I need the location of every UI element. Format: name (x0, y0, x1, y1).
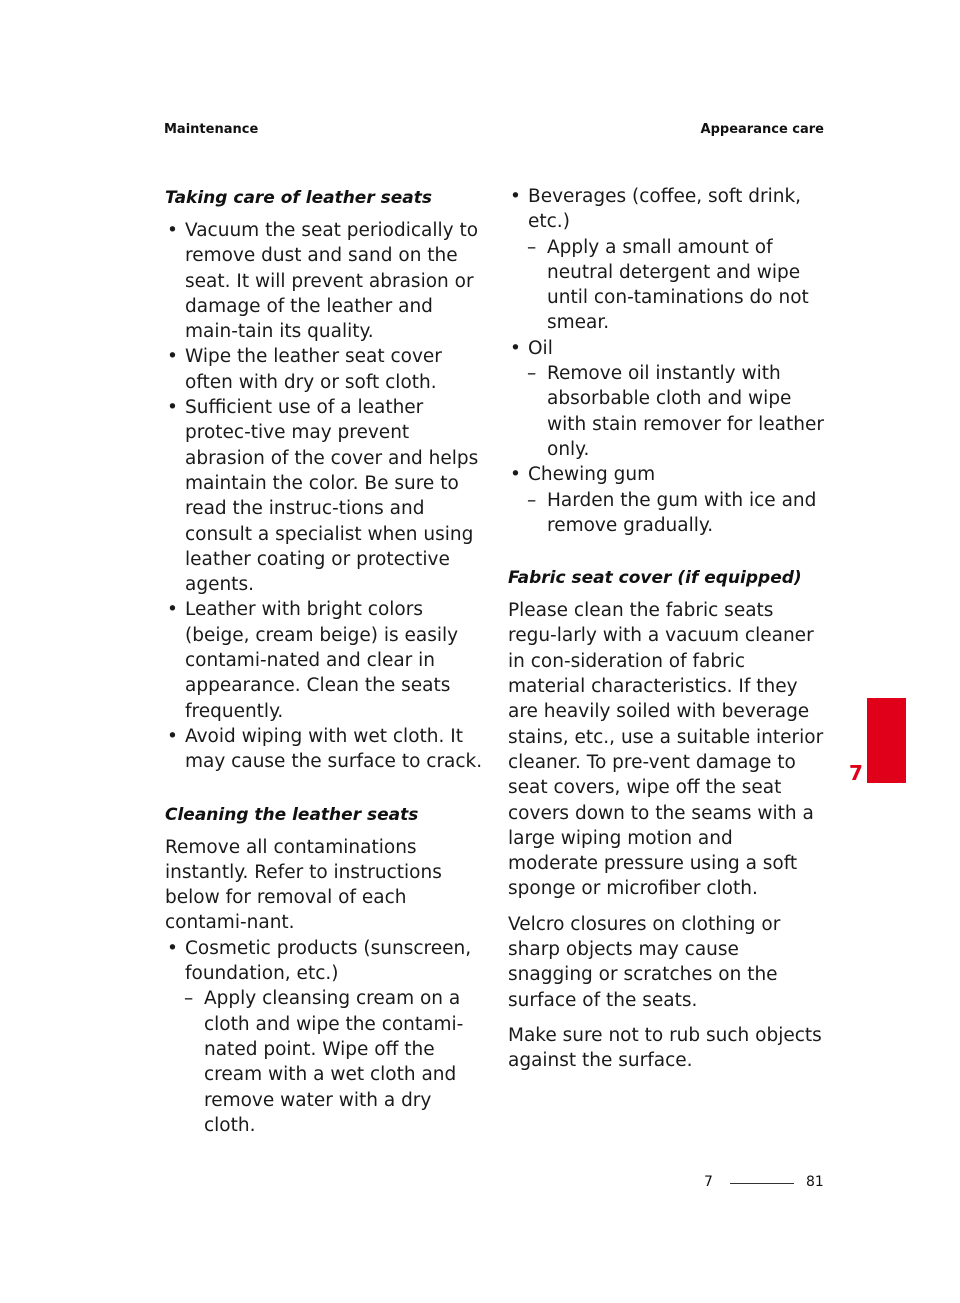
list-item-text: Cosmetic products (sunscreen, foundation, etc.) (185, 937, 472, 985)
footer-rule (730, 1183, 794, 1184)
fabric-paragraph: Velcro closures on clothing or sharp objects may cause snagging or scratches on the surface of the seats. (508, 913, 781, 1011)
sub-list-item (508, 235, 826, 336)
bullet-marker: • (167, 937, 178, 959)
bullet-marker: • (510, 337, 521, 359)
list-item-text: Oil (528, 337, 553, 359)
cleaning-intro: Remove all contaminations instantly. Refer to instructions below for removal of each contami-nant. (165, 836, 442, 934)
page-number: 81 (806, 1174, 824, 1190)
list-item-text: Vacuum the seat periodically to remove dust and sand on the seat. It will prevent abrasion or damage of the leather and main-tain its quality. (185, 220, 479, 343)
list-item-text: Avoid wiping with wet cloth. It may cause the surface to crack. (185, 725, 483, 773)
list-item (165, 597, 483, 723)
dash-marker: – (527, 489, 537, 511)
dash-marker: – (527, 236, 537, 258)
right-column (508, 184, 826, 1084)
bullet-marker: • (510, 464, 521, 486)
contaminant-list (165, 936, 483, 1138)
heading-fabric-seats: Fabric seat cover (if equipped) (508, 568, 802, 589)
sub-list-item-text: Apply a small amount of neutral detergent and wipe until con-taminations do not smear. (547, 236, 809, 334)
sub-list-item-text: Harden the gum with ice and remove gradually. (547, 489, 817, 536)
dash-marker: – (184, 988, 194, 1010)
dash-marker: – (527, 363, 537, 385)
footer-chapter-number: 7 (704, 1174, 713, 1190)
list-item-text: Leather with bright colors (beige, cream beige) is easily contami-nated and clear in appearance. Clean the seats frequently. (185, 599, 459, 722)
sub-list-item-text: Apply cleansing cream on a cloth and wipe the contami-nated point. Wipe off the cream with a wet cloth and remove water with a dry cloth. (204, 988, 464, 1136)
sub-list-item (508, 488, 826, 539)
list-item-text: Sufficient use of a leather protec-tive may prevent abrasion of the cover and helps maintain the color. Be sure to read the instruc-tions and consult a specialist when using leather coating or protective agents. (185, 397, 479, 596)
list-item-text: Chewing gum (528, 464, 656, 486)
list-item (508, 184, 826, 235)
list-item (165, 936, 483, 987)
list-item-text: Wipe the leather seat cover often with dry or soft cloth. (185, 346, 442, 393)
heading-leather-cleaning: Cleaning the leather seats (165, 804, 419, 825)
fabric-paragraph: Please clean the fabric seats regu-larly with a vacuum cleaner in con-sideration of fabric material characteristics. If they are heavily soiled with beverage stains, etc., use a suitable interior cleaner. To pre-vent damage to seat covers, wipe off the seat covers down to the seams with a large wiping motion and moderate pressure using a soft sponge or microfiber cloth. (508, 600, 824, 900)
bullet-marker: • (167, 397, 178, 419)
bullet-marker: • (167, 346, 178, 368)
list-item (165, 218, 483, 344)
leather-care-list (165, 218, 483, 775)
bullet-marker: • (167, 599, 178, 621)
list-item (508, 462, 826, 487)
bullet-marker: • (167, 220, 178, 241)
contaminant-list-continued (508, 184, 826, 538)
running-header-section: Maintenance (164, 122, 259, 137)
sub-list-item-text: Remove oil instantly with absorbable cloth and wipe with stain remover for leather only. (547, 363, 824, 460)
bullet-marker: • (167, 725, 178, 747)
bullet-marker: • (510, 186, 521, 207)
list-item (165, 395, 483, 597)
running-header-topic: Appearance care (700, 122, 824, 137)
chapter-tab-number: 7 (849, 761, 863, 785)
list-item-text: Beverages (coffee, soft drink, etc.) (528, 186, 802, 233)
sub-list-item (508, 361, 826, 462)
list-item (165, 724, 483, 775)
heading-leather-care: Taking care of leather seats (165, 188, 433, 208)
chapter-tab (867, 698, 906, 783)
sub-list-item (165, 986, 483, 1138)
list-item (165, 344, 483, 395)
list-item (508, 336, 826, 361)
fabric-paragraph: Make sure not to rub such objects against the surface. (508, 1024, 822, 1072)
left-column (165, 184, 483, 1138)
